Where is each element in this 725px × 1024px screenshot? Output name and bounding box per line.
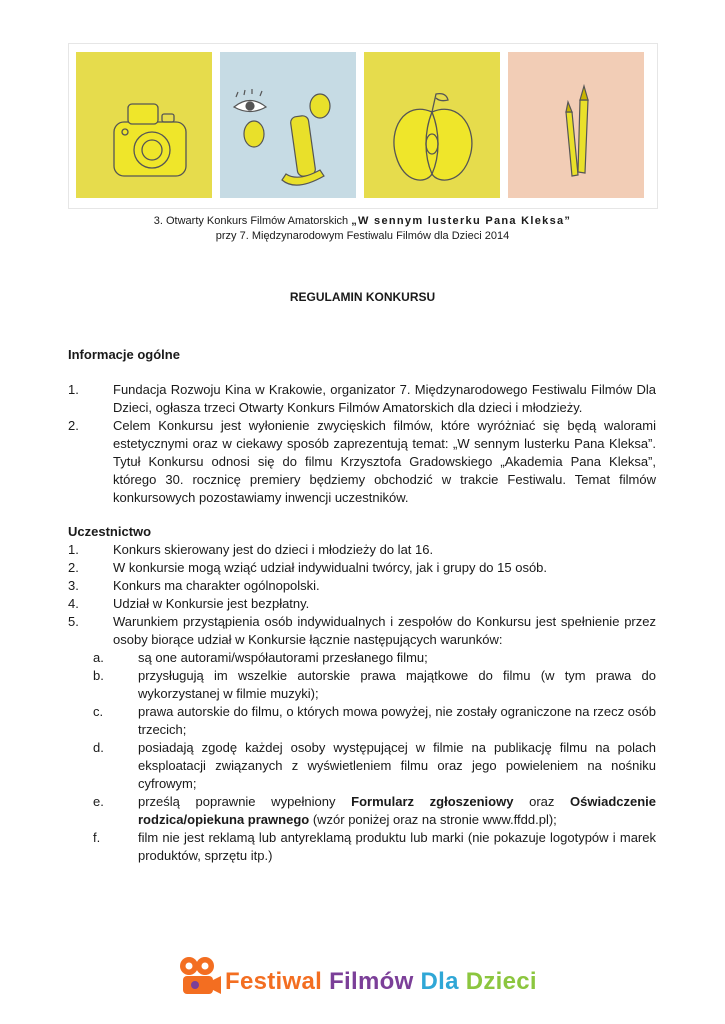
section-heading-participation: Uczestnictwo [68,524,152,539]
participation-list [68,541,656,865]
list-item [68,577,656,595]
header-banner [68,43,658,209]
subitem-text: posiadają zgodę każdej osoby występującej w filmie na publikację filmu na polach eksploatacji związanych z wyświetleniem filmu oraz jego powieleniem na nośniku cyfrowym; [138,740,656,791]
subitem-text: oraz [513,794,571,809]
item-text: W konkursie mogą wziąć udział indywidualni twórcy, jak i grupy do 15 osób. [113,560,548,575]
item-text: Fundacja Rozwoju Kina w Krakowie, organizator 7. Międzynarodowego Festiwalu Filmów Dla Dzieci, ogłasza trzeci Otwarty Konkurs Filmów Amatorskich dla dzieci i młodzieży. [113,382,656,415]
subitem-letter: a. [93,650,104,665]
statement-name: Oświadczenie rodzica/opiekuna prawnego [138,794,657,827]
subitem-letter: c. [93,704,104,719]
subitem-letter: d. [93,740,104,755]
footer-logo [175,950,537,1004]
form-name: Formularz zgłoszeniowy [351,794,514,809]
item-text: Udział w Konkursie jest bezpłatny. [113,596,310,611]
face-illustration [220,52,356,198]
contest-prefix: 3. Otwarty Konkurs Filmów Amatorskich [153,215,352,227]
item-text: Warunkiem przystąpienia osób indywidualnych i zespołów do Konkursu jest spełnienie przez osoby biorące udział w Konkursie łącznie następujących warunków: [113,614,656,647]
general-info-list [68,381,656,507]
wordmark-dzieci: Dzieci [465,968,537,995]
subitem-text: prześlą poprawnie wypełniony [138,794,352,809]
sublist-item [68,703,656,739]
subitem-letter: b. [93,668,104,683]
subitem-text: przysługują im wszelkie autorskie prawa majątkowe do filmu (w tym prawa do wykorzystanej w filmie muzyki); [138,668,656,701]
wordmark-dla: Dla [420,968,459,995]
footer-wordmark [225,968,537,996]
film-camera-icon [175,950,223,1004]
contest-title: „W sennym lusterku Pana Kleksa” [351,215,572,227]
item-number: 2. [68,560,79,575]
apple-illustration [364,52,500,198]
sublist-item [68,649,656,667]
sublist-item [68,667,656,703]
wordmark-festiwal: Festiwal [225,968,323,995]
item-text: Celem Konkursu jest wyłonienie zwycięskich filmów, które wyróżniać się będą walorami estetycznymi oraz w ciekawy sposób zaprezentują temat: „W sennym lusterku Pana Kleksa”. Tytuł Konkursu odnosi się do filmu Krzysztofa Gradowskiego „Akademia Pana Kleksa”, którego 30. rocznicę premiery będziemy obchodzić w trakcie Festiwalu. Temat filmów konkursowych pozostawiamy inwencji uczestników. [113,418,656,505]
section-heading-general: Informacje ogólne [68,347,180,362]
subitem-text: prawa autorskie do filmu, o których mowa powyżej, nie zostały ograniczone na rzecz osób trzecich; [138,704,656,737]
item-number: 5. [68,614,79,629]
list-item [68,381,656,417]
sublist-item [68,739,656,793]
sublist-item [68,829,656,865]
subitem-text: film nie jest reklamą lub antyreklamą produktu lub marki (nie pokazuje logotypów i marek produktów, sprzętu itp.) [138,830,656,863]
subitem-text: (wzór poniżej oraz na stronie www.ffdd.pl); [309,812,557,827]
list-item [68,559,656,577]
wordmark-filmow: Filmów [329,968,414,995]
festival-line: przy 7. Międzynarodowym Festiwalu Filmów dla Dzieci 2014 [215,230,510,242]
subitem-letter: e. [93,794,104,809]
item-text: Konkurs ma charakter ogólnopolski. [113,578,320,593]
camera-illustration [76,52,212,198]
list-item [68,595,656,613]
item-number: 2. [68,418,79,433]
sublist-item [68,793,656,829]
conditions-sublist [68,649,656,865]
subitem-text: są one autorami/współautorami przesłanego filmu; [138,650,428,665]
brush-illustration [508,52,644,198]
item-number: 4. [68,596,79,611]
list-item [68,541,656,559]
item-text: Konkurs skierowany jest do dzieci i młodzieży do lat 16. [113,542,434,557]
item-number: 3. [68,578,79,593]
item-number: 1. [68,542,79,557]
list-item [68,417,656,507]
page-title: REGULAMIN KONKURSU [289,290,436,304]
contest-name-line [0,214,725,228]
item-number: 1. [68,382,79,397]
subitem-letter: f. [93,830,101,845]
list-item [68,613,656,649]
